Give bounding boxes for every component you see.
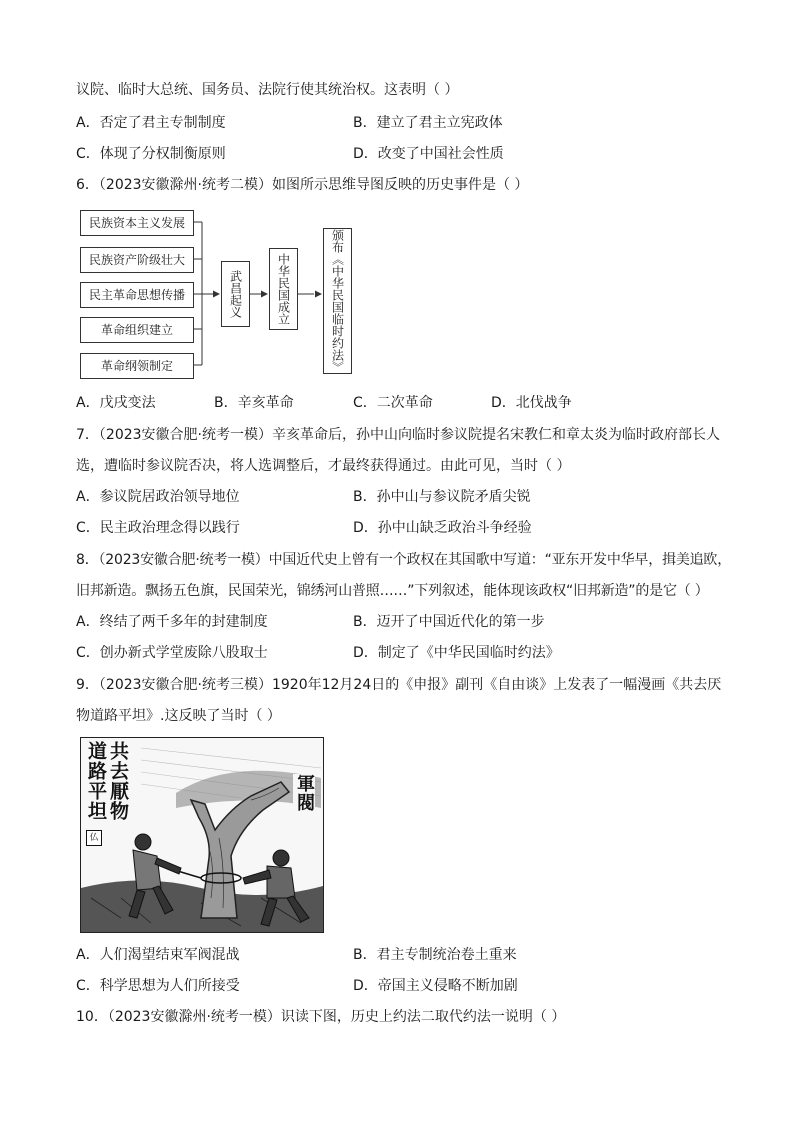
- q7-option-d: D．孙中山缺乏政治斗争经验: [353, 520, 532, 536]
- q7-option-a: A．参议院居政治领导地位: [76, 489, 240, 505]
- q6-option-c: C．二次革命: [353, 395, 433, 411]
- q5-stem-tail: 议院、临时大总统、国务员、法院行使其统治权。这表明（ ）: [76, 82, 459, 98]
- roc-founded-box: 中华民国成立: [269, 248, 298, 330]
- q10-stem: 10．（2023安徽滁州·统考一模）识读下图，历史上约法二取代约法一说明（ ）: [76, 1009, 566, 1025]
- q6-option-d: D．北伐战争: [491, 395, 572, 411]
- q8-stem-line2: 旧邦新造。飘扬五色旗，民国荣光，锦绣河山普照……”下列叙述，能体现该政权“旧邦新造”的是它（ ）: [76, 583, 709, 599]
- q6-option-b: B．辛亥革命: [214, 395, 294, 411]
- q7-option-c: C．民主政治理念得以践行: [76, 520, 240, 536]
- q8-option-b: B．迈开了中国近代化的第一步: [353, 614, 545, 630]
- q8-option-d: D．制定了《中华民国临时约法》: [353, 645, 560, 661]
- cause-box-4: 革命组织建立: [80, 317, 194, 343]
- provisional-constitution-box: 颁布《中华民国临时约法》: [323, 228, 352, 374]
- q9-option-c: C．科学思想为人们所接受: [76, 978, 240, 994]
- q5-option-c: C．体现了分权制衡原则: [76, 146, 226, 162]
- wuchang-uprising-box: 武昌起义: [221, 261, 250, 327]
- cartoon-title-col-1: 共去厭物: [107, 741, 129, 821]
- q6-stem: 6．（2023安徽滁州·统考二模）如图所示思维导图反映的历史事件是（ ）: [76, 177, 529, 193]
- cause-box-5: 革命纲领制定: [80, 353, 194, 379]
- q9-stem-line2: 物道路平坦》.这反映了当时（ ）: [76, 708, 281, 724]
- q8-stem-line1: 8．（2023安徽合肥·统考一模）中国近代史上曾有一个政权在其国歌中写道：“亚东开发中华早，揖美追欧，: [76, 552, 732, 568]
- cause-box-3: 民主革命思想传播: [80, 282, 194, 308]
- q8-option-c: C．创办新式学堂废除八股取士: [76, 645, 268, 661]
- q8-option-a: A．终结了两千多年的封建制度: [76, 614, 268, 630]
- cartoon-warlord-label: 軍閥: [294, 774, 315, 812]
- q9-option-d: D．帝国主义侵略不断加剧: [353, 978, 518, 994]
- q5-option-a: A．否定了君主专制制度: [76, 115, 226, 131]
- q7-stem-line1: 7．（2023安徽合肥·统考一模）辛亥革命后，孙中山向临时参议院提名宋教仁和章太炎为临时政府部长人: [76, 427, 720, 443]
- q6-option-a: A．戊戌变法: [76, 395, 156, 411]
- q7-option-b: B．孙中山与参议院矛盾尖锐: [353, 489, 531, 505]
- cause-box-1: 民族资本主义发展: [80, 210, 194, 236]
- q7-stem-line2: 选，遭临时参议院否决，将人选调整后，才最终获得通过。由此可见，当时（ ）: [76, 458, 571, 474]
- q9-option-a: A．人们渴望结束军阀混战: [76, 947, 240, 963]
- q9-option-b: B．君主专制统治卷土重来: [353, 947, 517, 963]
- cartoon-seal: 仏: [86, 830, 102, 846]
- q5-option-d: D．改变了中国社会性质: [353, 146, 504, 162]
- q5-option-b: B．建立了君主立宪政体: [353, 115, 503, 131]
- q6-mind-map: [76, 204, 376, 384]
- cause-box-2: 民族资产阶级壮大: [80, 247, 194, 273]
- cartoon-title-col-2: 道路平坦: [85, 741, 107, 821]
- warlord-cartoon: [80, 737, 324, 933]
- q9-stem-line1: 9．（2023安徽合肥·统考三模）1920年12月24日的《申报》副刊《自由谈》上发表了一幅漫画《共去厌: [76, 677, 722, 693]
